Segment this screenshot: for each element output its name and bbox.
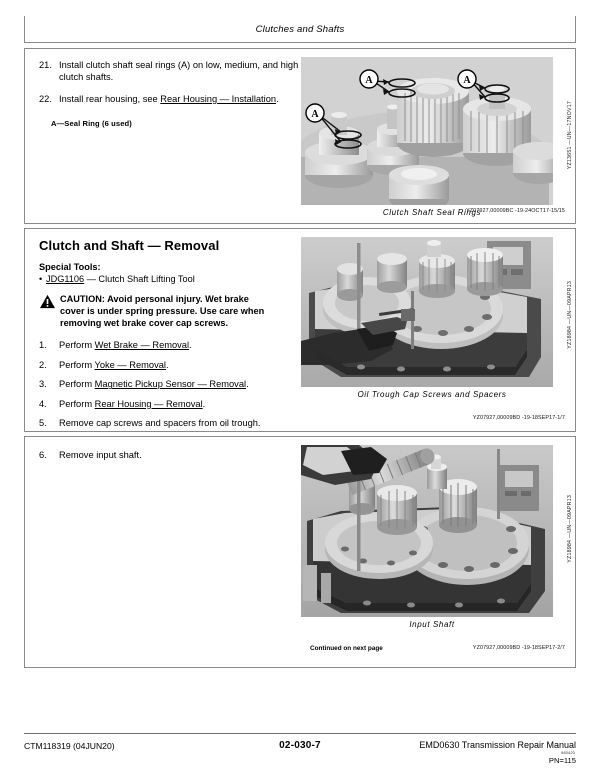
warning-triangle-icon (39, 294, 56, 309)
step-text-end: . (189, 340, 192, 351)
step-text: Perform (59, 379, 95, 390)
link-rear-housing-removal[interactable]: Rear Housing — Removal (94, 398, 203, 409)
step-1 (39, 339, 301, 351)
figure-vertical-code: YZ18984 —UN—09APR13 (567, 281, 573, 349)
step-text: Remove cap screws and spacers from oil trough. (59, 418, 261, 429)
continued-on-next-page: Continued on next page (310, 645, 383, 652)
input-shaft-photo (301, 445, 553, 617)
oil-trough-photo (301, 237, 553, 387)
section3-text-column (39, 449, 301, 470)
figure-image-seal-rings (301, 57, 553, 205)
section2-step-list (39, 339, 301, 429)
caution-line-3: removing wet brake cover cap screws. (60, 317, 229, 328)
step-6 (39, 449, 301, 461)
step-number: 22. (39, 93, 52, 104)
figure-caption: Clutch Shaft Seal Rings (382, 208, 482, 217)
step-3 (39, 378, 301, 390)
link-magnetic-pickup-sensor-removal[interactable]: Magnetic Pickup Sensor — Removal (94, 379, 247, 390)
running-header (24, 16, 576, 43)
step-text-end: . (246, 379, 249, 390)
section2-source-line: YZ07927,00009BD -19-18SEP17-1/7 (472, 415, 565, 421)
step-text-end: . (165, 359, 169, 370)
figure-image-input-shaft (301, 445, 553, 617)
page-title: Clutches and Shafts (255, 24, 345, 35)
section2-text-column (39, 238, 301, 436)
figure-oil-trough-cap-screws (301, 237, 573, 399)
footer-divider (24, 733, 576, 734)
figure-caption: Oil Trough Cap Screws and Spacers (357, 390, 507, 399)
link-yoke-removal[interactable]: Yoke — Removal (94, 359, 166, 370)
special-tools-label: Special Tools: (39, 262, 101, 272)
section-clutch-shaft-removal (24, 228, 576, 432)
legend-seal-ring: A—Seal Ring (6 used) (51, 119, 132, 129)
section-input-shaft (24, 436, 576, 668)
step-number: 6. (39, 450, 47, 460)
figure-input-shaft (301, 445, 573, 629)
step-number: 4. (39, 398, 47, 409)
bullet-icon: • (39, 274, 43, 284)
figure-vertical-code: YZ13651 —UN—17NOV17 (567, 101, 573, 170)
special-tool-item (39, 273, 301, 285)
seal-rings-illustration (301, 57, 553, 205)
footer-pn: PN=115 (548, 756, 576, 765)
step-text: Perform (59, 340, 95, 351)
footer-manual-title: EMD0630 Transmission Repair Manual (419, 740, 576, 750)
step-number: 21. (39, 60, 52, 70)
caution-line-1: CAUTION: Avoid personal injury. Wet brake (60, 294, 249, 304)
link-jdg1106[interactable]: JDG1106 (46, 274, 85, 284)
step-text: Perform (59, 359, 95, 370)
caution-block (39, 294, 301, 329)
step-text-end: . (276, 93, 279, 104)
step-22 (39, 93, 301, 105)
section3-source-line: YZ07927,00009BD -19-18SEP17-2/7 (472, 645, 565, 651)
step-4 (39, 398, 301, 410)
step-number: 2. (39, 359, 47, 370)
svg-text:A: A (365, 75, 373, 86)
step-5 (39, 417, 301, 429)
caution-text (60, 294, 301, 329)
step-number: 3. (39, 379, 47, 390)
section-heading: Clutch and Shaft — Removal (39, 238, 220, 253)
section1-source-line: YZ07927,00009BC -19-24OCT17-15/15 (466, 208, 565, 214)
step-text-end: . (202, 398, 206, 409)
footer-page-number: 02-030-7 (279, 740, 321, 751)
step-number: 1. (39, 340, 47, 351)
link-wet-brake-removal[interactable]: Wet Brake — Removal (94, 340, 190, 351)
step-21 (39, 59, 301, 84)
step-2 (39, 359, 301, 371)
step-number: 5. (39, 418, 47, 429)
figure-clutch-shaft-seal-rings (301, 57, 573, 217)
step-text: Install rear housing, see (59, 93, 161, 104)
step-text: Install clutch shaft seal rings (A) on low, medium, and high clutch shafts. (59, 60, 299, 83)
step-text: Perform (59, 398, 95, 409)
figure-caption: Input Shaft (409, 620, 455, 629)
footer-small-code: 980420 (561, 750, 575, 755)
section1-text-column (39, 59, 301, 128)
section-seal-rings (24, 48, 576, 224)
svg-text:A: A (311, 109, 319, 120)
footer-document-code: CTM118319 (04JUN20) (24, 741, 115, 751)
svg-text:A: A (463, 75, 471, 86)
figure-vertical-code: YZ18984 —UN—09APR13 (567, 495, 573, 563)
tool-description: — Clutch Shaft Lifting Tool (84, 274, 195, 284)
link-rear-housing-installation[interactable]: Rear Housing — Installation (160, 93, 277, 104)
caution-line-2: cover is under spring pressure. Use care when (60, 305, 265, 316)
step-text: Remove input shaft. (59, 450, 142, 460)
figure-image-oil-trough (301, 237, 553, 387)
